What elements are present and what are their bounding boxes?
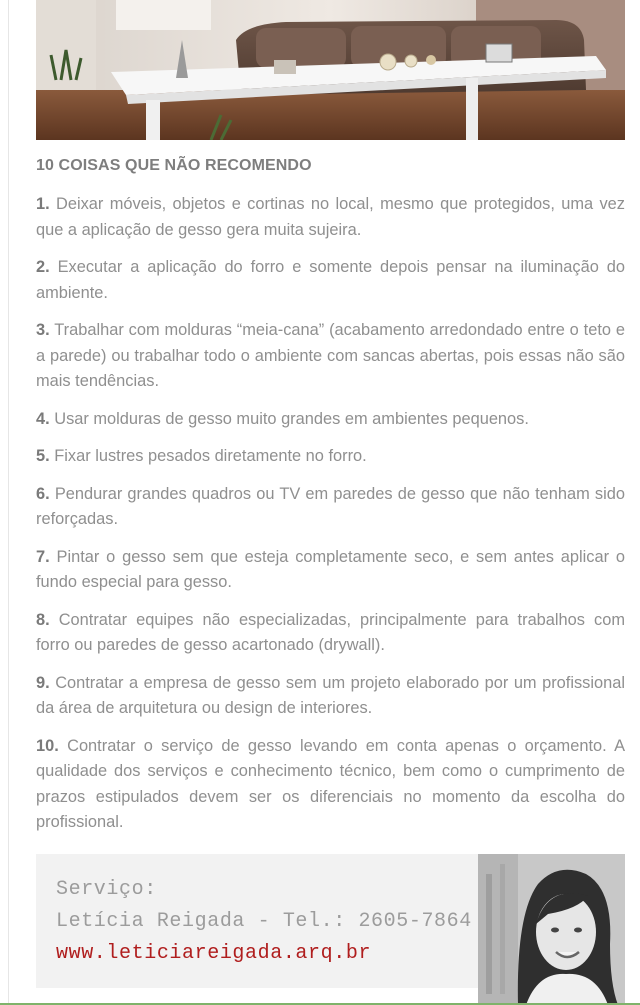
list-item	[36, 192, 625, 243]
contact-line: Letícia Reigada - Tel.: 2605-7864	[56, 910, 472, 933]
item-text: Executar a aplicação do forro e somente depois pensar na iluminação do ambiente.	[36, 258, 625, 302]
item-number: 5.	[36, 447, 50, 465]
item-text: Deixar móveis, objetos e cortinas no local, mesmo que protegidos, uma vez que a aplicação de gesso gera muita sujeira.	[36, 195, 625, 239]
item-text: Pintar o gesso sem que esteja completamente seco, e sem antes aplicar o fundo especial para gesso.	[36, 547, 625, 591]
item-text: Trabalhar com molduras “meia-cana” (acabamento arredondado entre o teto e a parede) ou trabalhar todo o ambiente com sancas abertas, pois essas não são mais tendências.	[36, 321, 625, 390]
item-number: 8.	[36, 610, 50, 629]
item-text: Pendurar grandes quadros ou TV em paredes de gesso que não tenham sido reforçadas.	[36, 484, 625, 528]
service-label: Serviço:	[56, 878, 157, 901]
list-item	[36, 407, 625, 433]
item-number: 2.	[36, 258, 50, 276]
section-heading: 10 COISAS QUE NÃO RECOMENDO	[36, 157, 312, 174]
item-number: 6.	[36, 484, 50, 503]
item-text: Contratar equipes não especializadas, principalmente para trabalhos com forro ou paredes de gesso acartonado (drywall).	[36, 610, 625, 654]
item-number: 1.	[36, 195, 50, 213]
item-number: 4.	[36, 409, 50, 428]
list-item	[36, 255, 625, 306]
author-portrait	[478, 854, 625, 1005]
item-text: Contratar a empresa de gesso sem um projeto elaborado por um profissional da área de arquitetura ou design de interiores.	[36, 673, 625, 717]
living-room-photo	[36, 0, 625, 140]
website-link[interactable]: www.leticiareigada.arq.br	[56, 942, 372, 965]
list-item	[36, 671, 625, 722]
list-item	[36, 444, 625, 470]
item-text: Usar molduras de gesso muito grandes em ambientes pequenos.	[54, 409, 529, 428]
article-body	[36, 150, 625, 848]
page-left-border	[8, 0, 9, 1005]
list-item	[36, 318, 625, 395]
list-item	[36, 608, 625, 659]
item-number: 7.	[36, 547, 50, 566]
portrait-illustration	[478, 854, 625, 1005]
item-text: Fixar lustres pesados diretamente no forro.	[54, 447, 367, 465]
item-number: 9.	[36, 673, 50, 692]
list-item	[36, 545, 625, 596]
list-item	[36, 482, 625, 533]
living-room-illustration	[36, 0, 625, 140]
item-number: 3.	[36, 321, 50, 339]
signature-box	[36, 854, 625, 988]
signature-text	[56, 874, 472, 970]
item-text: Contratar o serviço de gesso levando em conta apenas o orçamento. A qualidade dos serviços e conhecimento técnico, bem como o cumprimento de prazos estipulados devem ser os diferenciais no momento da escolha do profissional.	[36, 736, 625, 831]
item-number: 10.	[36, 736, 59, 755]
list-item	[36, 734, 625, 836]
